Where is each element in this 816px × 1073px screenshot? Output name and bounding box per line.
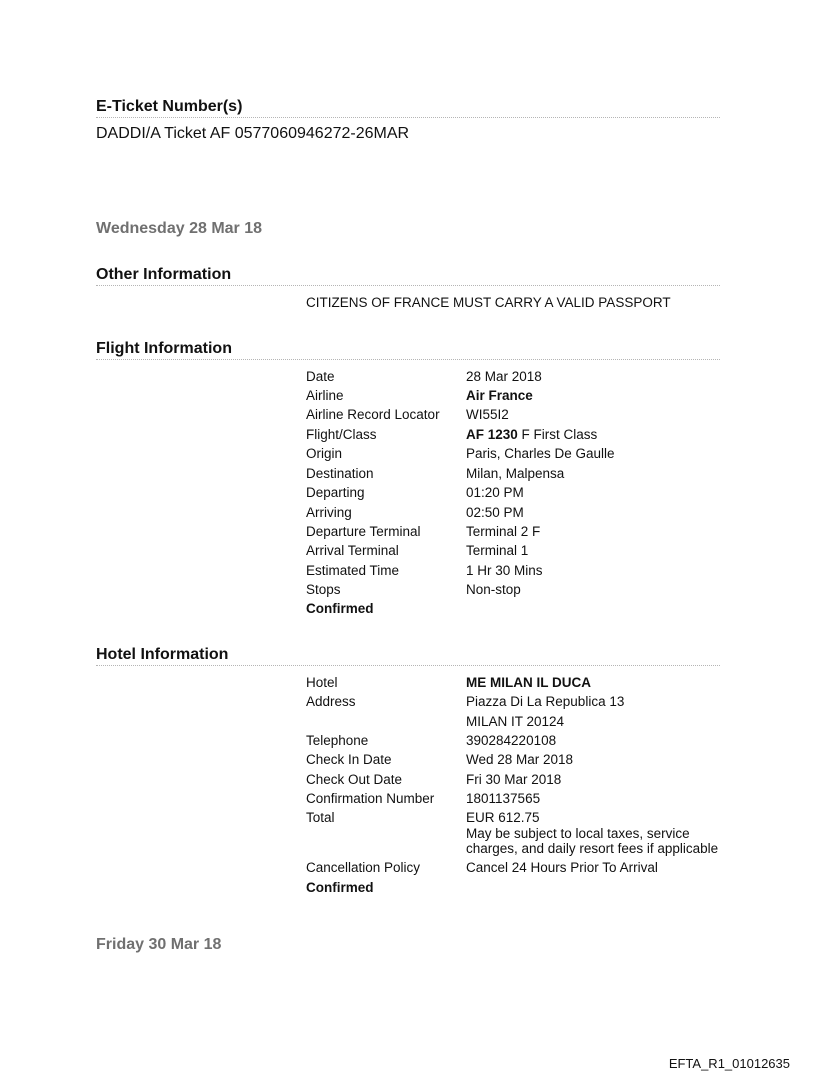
departing-label: Departing (306, 485, 365, 500)
departing-value: 01:20 PM (466, 485, 524, 500)
flight-information-heading: Flight Information (96, 340, 720, 360)
address-label: Address (306, 694, 356, 709)
passport-notice: CITIZENS OF FRANCE MUST CARRY A VALID PASSPORT (306, 295, 671, 310)
flight-date-value: 28 Mar 2018 (466, 369, 542, 384)
arrival-terminal-value: Terminal 1 (466, 543, 529, 558)
document-id: EFTA_R1_01012635 (668, 1056, 790, 1071)
arriving-value: 02:50 PM (466, 505, 524, 520)
day-heading-friday: Friday 30 Mar 18 (96, 936, 222, 953)
arriving-label: Arriving (306, 505, 352, 520)
flight-class-value (466, 427, 736, 443)
hotel-status: Confirmed (306, 880, 374, 895)
airline-value: Air France (466, 388, 533, 403)
total-note-line2: charges, and daily resort fees if applicable (466, 841, 719, 856)
airline-label: Airline (306, 388, 344, 403)
day-heading-wednesday: Wednesday 28 Mar 18 (96, 220, 263, 237)
departure-terminal-label: Departure Terminal (306, 524, 421, 539)
checkout-value: Fri 30 Mar 2018 (466, 772, 562, 787)
hotel-label: Hotel (306, 675, 338, 690)
confirmation-label: Confirmation Number (306, 791, 435, 806)
other-information-heading: Other Information (96, 266, 720, 286)
destination-value: Milan, Malpensa (466, 466, 565, 481)
address-line1: Piazza Di La Republica 13 (466, 694, 625, 709)
stops-label: Stops (306, 582, 341, 597)
address-line2: MILAN IT 20124 (466, 714, 565, 729)
departure-terminal-value: Terminal 2 F (466, 524, 541, 539)
hotel-name: ME MILAN IL DUCA (466, 675, 591, 690)
flight-date-label: Date (306, 369, 335, 384)
checkin-value: Wed 28 Mar 2018 (466, 752, 574, 767)
cancellation-value: Cancel 24 Hours Prior To Arrival (466, 860, 658, 875)
flight-class-label: Flight/Class (306, 427, 377, 442)
total-label: Total (306, 810, 335, 825)
eticket-number: DADDI/A Ticket AF 0577060946272-26MAR (96, 125, 410, 142)
origin-value: Paris, Charles De Gaulle (466, 446, 615, 461)
stops-value: Non-stop (466, 582, 521, 597)
eticket-heading: E-Ticket Number(s) (96, 98, 720, 118)
total-note-line1: May be subject to local taxes, service (466, 826, 690, 841)
arrival-terminal-label: Arrival Terminal (306, 543, 399, 558)
confirmation-value: 1801137565 (466, 791, 541, 806)
cancellation-label: Cancellation Policy (306, 860, 421, 875)
record-locator-label: Airline Record Locator (306, 407, 440, 422)
cabin-class: F First Class (517, 427, 598, 442)
checkout-label: Check Out Date (306, 772, 403, 787)
checkin-label: Check In Date (306, 752, 392, 767)
flight-status: Confirmed (306, 601, 374, 616)
origin-label: Origin (306, 446, 343, 461)
record-locator-value: WI55I2 (466, 407, 509, 422)
telephone-label: Telephone (306, 733, 369, 748)
hotel-information-heading: Hotel Information (96, 646, 720, 666)
total-value: EUR 612.75 (466, 810, 540, 825)
estimated-time-label: Estimated Time (306, 563, 400, 578)
total-value-block (466, 810, 736, 856)
flight-number: AF 1230 (466, 427, 518, 442)
telephone-value: 390284220108 (466, 733, 557, 748)
destination-label: Destination (306, 466, 374, 481)
estimated-time-value: 1 Hr 30 Mins (466, 563, 543, 578)
